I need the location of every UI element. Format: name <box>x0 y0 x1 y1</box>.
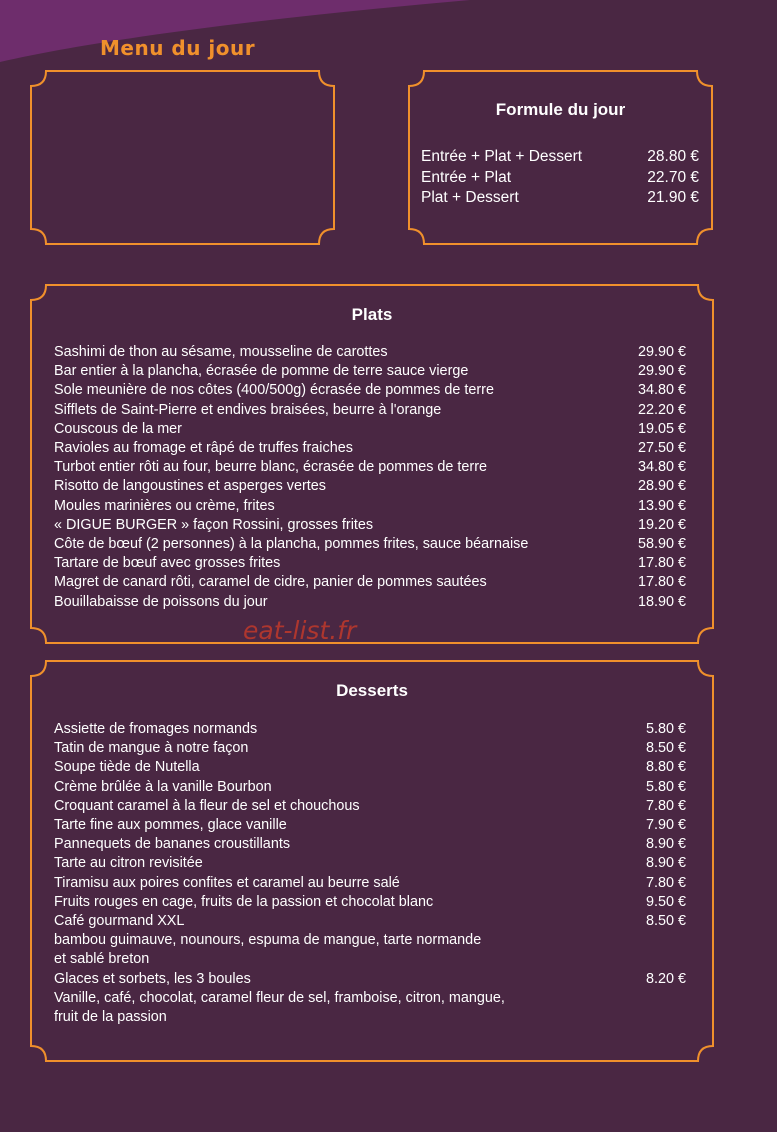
item-name: Vanille, café, chocolat, caramel fleur de sel, framboise, citron, mangue, <box>54 989 505 1006</box>
item-name: Sole meunière de nos côtes (400/500g) écrasée de pommes de terre <box>54 382 494 399</box>
list-item <box>54 989 686 1008</box>
list-item <box>54 401 686 420</box>
item-name: Tiramisu aux poires confites et caramel au beurre salé <box>54 874 400 891</box>
list-item <box>54 739 686 758</box>
item-name: Café gourmand XXL <box>54 913 185 930</box>
item-name: Couscous de la mer <box>54 420 182 437</box>
item-name: Entrée + Plat + Dessert <box>421 148 583 165</box>
item-name: Tartare de bœuf avec grosses frites <box>54 555 281 572</box>
item-name: « DIGUE BURGER » façon Rossini, grosses frites <box>54 516 374 533</box>
item-price: 29.90 € <box>637 344 686 360</box>
list-item <box>54 554 686 573</box>
item-name: Glaces et sorbets, les 3 boules <box>54 970 251 987</box>
list-item <box>54 497 686 516</box>
item-price: 8.90 € <box>645 836 686 853</box>
formule-frame <box>408 70 713 245</box>
watermark: eat-list.fr <box>243 616 357 645</box>
item-price: 22.70 € <box>647 168 699 186</box>
desserts-heading: Desserts <box>336 681 408 700</box>
list-item <box>54 893 686 912</box>
item-name: Plat + Dessert <box>421 189 519 206</box>
item-price: 27.50 € <box>637 440 686 457</box>
item-price: 8.80 € <box>645 759 686 776</box>
item-name: Côte de bœuf (2 personnes) à la plancha, pommes frites, sauce béarnaise <box>54 536 529 553</box>
item-name: Pannequets de bananes croustillants <box>54 836 291 853</box>
list-item <box>54 439 686 458</box>
item-price: 18.90 € <box>637 593 686 610</box>
item-name: Moules marinières ou crème, frites <box>54 497 275 514</box>
item-price: 5.80 € <box>645 721 686 737</box>
item-name: Soupe tiède de Nutella <box>54 759 200 776</box>
list-item <box>54 477 686 496</box>
item-name: Bouillabaisse de poissons du jour <box>54 593 268 610</box>
item-price: 58.90 € <box>637 536 686 553</box>
desserts-list <box>54 720 686 1027</box>
item-name: Sashimi de thon au sésame, mousseline de carottes <box>54 344 388 360</box>
item-price: 8.50 € <box>645 913 686 930</box>
list-item <box>421 188 699 209</box>
item-price: 28.80 € <box>647 148 699 165</box>
list-item <box>54 362 686 381</box>
item-price: 17.80 € <box>637 574 686 591</box>
item-name: bambou guimauve, nounours, espuma de mangue, tarte normande <box>54 932 482 949</box>
item-name: Tatin de mangue à notre façon <box>54 740 249 757</box>
item-name: Risotto de langoustines et asperges vertes <box>54 478 326 495</box>
item-price: 7.80 € <box>645 874 686 891</box>
item-name: Magret de canard rôti, caramel de cidre, panier de pommes sautées <box>54 574 487 591</box>
item-price: 19.20 € <box>637 516 686 533</box>
list-item <box>54 816 686 835</box>
list-item <box>54 970 686 989</box>
item-price: 8.90 € <box>645 855 686 872</box>
list-item <box>54 912 686 931</box>
item-name: Entrée + Plat <box>421 168 512 186</box>
item-name: Bar entier à la plancha, écrasée de pomme de terre sauce vierge <box>54 363 469 380</box>
page-title: Menu du jour <box>100 36 256 60</box>
item-price: 34.80 € <box>637 459 686 476</box>
item-price: 17.80 € <box>637 555 686 572</box>
list-item <box>54 516 686 535</box>
item-name: Ravioles au fromage et râpé de truffes fraiches <box>54 440 353 457</box>
list-item <box>54 778 686 797</box>
item-price: 8.50 € <box>645 740 686 757</box>
item-price: 28.90 € <box>637 478 686 495</box>
item-price: 8.20 € <box>645 970 686 987</box>
list-item <box>54 381 686 400</box>
item-name: Sifflets de Saint-Pierre et endives braisées, beurre à l'orange <box>54 401 442 418</box>
desserts-frame <box>30 660 714 1062</box>
list-item <box>54 950 686 969</box>
item-price: 29.90 € <box>637 363 686 380</box>
list-item <box>54 420 686 439</box>
list-item <box>421 147 699 168</box>
plats-list <box>54 343 686 612</box>
item-price: 34.80 € <box>637 382 686 399</box>
formule-heading: Formule du jour <box>495 100 626 119</box>
list-item <box>54 758 686 777</box>
item-name: Tarte fine aux pommes, glace vanille <box>54 817 287 834</box>
list-item <box>54 854 686 873</box>
list-item <box>54 797 686 816</box>
item-name: Turbot entier rôti au four, beurre blanc, écrasée de pommes de terre <box>54 459 488 476</box>
item-name: Crème brûlée à la vanille Bourbon <box>54 778 272 795</box>
item-price: 5.80 € <box>645 778 686 795</box>
list-item <box>54 535 686 554</box>
empty-frame <box>30 70 335 245</box>
list-item <box>54 931 686 950</box>
item-price: 22.20 € <box>637 401 686 418</box>
plats-heading: Plats <box>351 305 393 324</box>
list-item <box>54 720 686 739</box>
list-item <box>54 343 686 362</box>
item-price: 21.90 € <box>647 189 699 206</box>
item-name: Croquant caramel à la fleur de sel et chouchous <box>54 797 360 814</box>
item-price: 7.80 € <box>645 797 686 814</box>
item-price: 19.05 € <box>637 420 686 437</box>
list-item <box>54 835 686 854</box>
list-item <box>54 593 686 612</box>
item-price: 13.90 € <box>637 497 686 514</box>
item-name: Fruits rouges en cage, fruits de la passion et chocolat blanc <box>54 893 434 910</box>
item-price: 9.50 € <box>645 893 686 910</box>
item-name: fruit de la passion <box>54 1009 167 1026</box>
plats-frame <box>30 284 714 644</box>
item-name: Assiette de fromages normands <box>54 721 258 737</box>
list-item <box>54 1008 686 1027</box>
item-name: et sablé breton <box>54 951 150 968</box>
list-item <box>54 874 686 893</box>
list-item <box>421 168 699 189</box>
item-name: Tarte au citron revisitée <box>54 855 203 872</box>
formule-list <box>421 147 699 209</box>
list-item <box>54 458 686 477</box>
item-price: 7.90 € <box>645 817 686 834</box>
list-item <box>54 573 686 592</box>
